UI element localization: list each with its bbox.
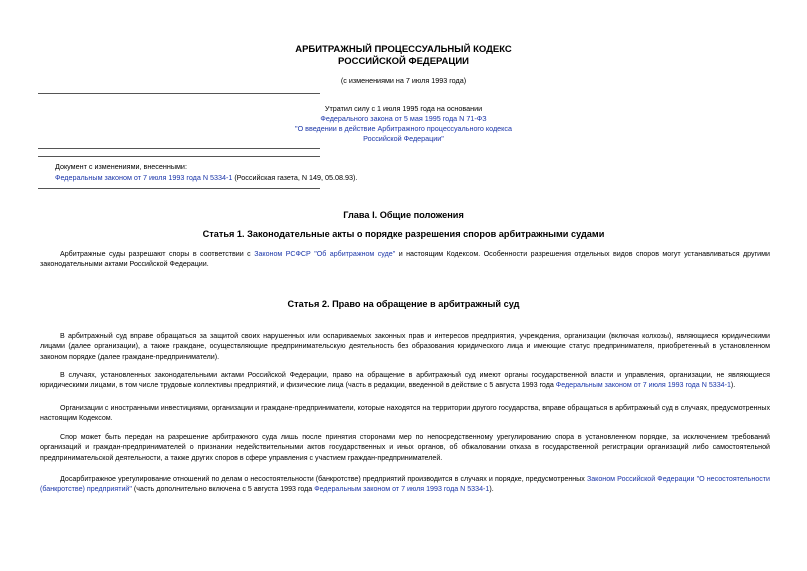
divider-mid-2 [38,156,320,157]
chapter-title: Глава I. Общие положения [343,210,464,220]
amendments-note: (с изменениями на 7 июля 1993 года) [340,76,467,85]
divider-top [38,93,320,94]
article2-paragraph5 [40,474,770,495]
article2-p5-text-middle: (часть дополнительно включена с 5 августа 1993 года [131,485,315,494]
divider-bottom [38,188,320,189]
void-notice-link-line2[interactable]: "О введении в действие Арбитражного процессуального кодекса [295,124,512,133]
changes-note-suffix: (Российская газета, N 149, 05.08.93). [232,173,358,182]
article2-paragraph4: Спор может быть передан на разрешение арбитражного суда лишь после принятия сторонами мер по непосредственному урегулированию спора в установленном порядке, за исключением требований организаций и граждан-предпринимателей о признании недействительными актов государственных и иных органов, об обжаловании отказа в государственной регистрации организаций либо самостоятельной предпринимательской деятельности, а также других споров в сфере управления с участием граждан-предпринимателей. [40,433,770,462]
void-notice-text: Утратил силу с 1 июля 1995 года на основании [324,104,483,113]
article2-paragraph1: В арбитражный суд вправе обращаться за защитой своих нарушенных или оспариваемых законных прав и интересов предприятия, учреждения, организации (включая колхозы), являющиеся юридическими лицами (далее организации), а также граждане, осуществляющие предпринимательскую деятельность без образования юридического лица и имеющие статус предпринимателя, приобретенный в установленном законом порядке (далее граждане-предприниматели). [40,332,770,361]
article1-text-before: Арбитражные суды разрешают споры в соответствии с [60,250,255,258]
article2-p2-text-after: ). [730,381,736,390]
article2-paragraph3: Организации с иностранными инвестициями, организации и граждане-предприниматели, которые находятся на территории другого государства, вправе обращаться в арбитражный суд в случаях, предусмотренных настоящим Кодексом. [40,404,770,423]
void-notice-link-line3[interactable]: Российской Федерации" [363,134,444,143]
article2-p5-text-before: Досарбитражное урегулирование отношений по делам о несостоятельности (банкротстве) предприятий производится в случаях и порядке, предусмотренных [60,475,587,483]
article2-paragraph2 [40,370,770,391]
article1-paragraph [40,249,770,270]
document-title-line1: АРБИТРАЖНЫЙ ПРОЦЕССУАЛЬНЫЙ КОДЕКС [295,44,512,55]
article2-p2-text-before: В случаях, установленных законодательными актами Российской Федерации, право на обращение в арбитражный суд имеют органы государственной власти и управления, организации, не являющиеся юридическими лицами, в том числе трудовые коллективы предприятий, и физические лица (часть в редакции, введенной в действие с 5 августа 1993 года [40,371,770,390]
divider-mid-1 [38,148,320,149]
article2-title: Статья 2. Право на обращение в арбитражный суд [287,299,520,309]
changes-note-link[interactable]: Федеральным законом от 7 июля 1993 года N 5334-1 [55,173,233,182]
article1-text-after: и настоящим Кодексом. Особенности разрешения отдельных видов споров могут устанавливаться другими законодательными актами Российской Федерации. [40,250,770,269]
arbitration-court-law-link[interactable]: Законом РСФСР "Об арбитражном суде" [254,250,396,258]
federal-law-5334-link[interactable]: Федеральным законом от 7 июля 1993 года N 5334-1 [555,381,731,390]
article1-title: Статья 1. Законодательные акты о порядке разрешения споров арбитражными судами [202,229,605,239]
document-title-line2: РОССИЙСКОЙ ФЕДЕРАЦИИ [337,56,469,67]
bankruptcy-law-link[interactable]: Законом Российской Федерации "О несостоятельности (банкротстве) предприятий" [40,475,770,494]
changes-note-label: Документ с изменениями, внесенными: [55,162,187,171]
federal-law-5334-link-2[interactable]: Федеральным законом от 7 июля 1993 года N 5334-1 [314,485,490,494]
changes-note-line [55,173,357,182]
void-notice-link-line1[interactable]: Федерального закона от 5 мая 1995 года N 71-ФЗ [320,114,487,123]
article2-p5-text-after: ). [489,485,494,494]
